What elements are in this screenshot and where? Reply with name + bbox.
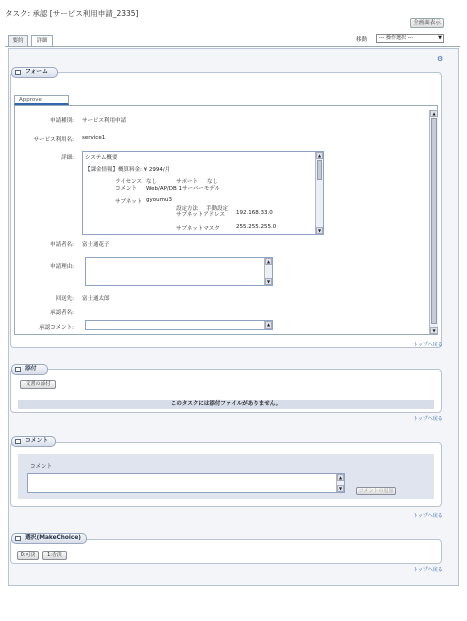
- tab-approve[interactable]: Approve: [14, 95, 69, 105]
- reason-scrollbar[interactable]: [264, 258, 272, 285]
- reason-textarea[interactable]: [85, 257, 273, 286]
- tab-detail[interactable]: 詳細: [31, 35, 53, 47]
- comment-section-header[interactable]: [11, 436, 56, 447]
- approval-comment-textarea[interactable]: [85, 320, 273, 330]
- form-section-header[interactable]: [11, 67, 58, 78]
- page-title: タスク: 承認 [サービス利用申請_2335]: [5, 9, 139, 18]
- detail-line: Web/AP/DB 1サーバーモデル: [146, 186, 220, 192]
- request-type-value: サービス利用申請: [82, 118, 127, 124]
- back-to-top-link[interactable]: トップへ戻る: [413, 513, 443, 519]
- request-type-label: 申請種別:: [50, 118, 74, 124]
- tab-summary[interactable]: 要約: [8, 35, 28, 46]
- form-section-title: フォーム: [25, 69, 48, 75]
- comment-label: コメント: [30, 464, 53, 470]
- detail-line: サポート: [176, 179, 199, 185]
- route-value: 富士通太郎: [82, 296, 110, 302]
- no-attachment-message: このタスクには添付ファイルがありません。: [18, 400, 434, 409]
- chevron-down-icon: ▼: [438, 35, 442, 41]
- detail-line: 設定方法: [176, 206, 199, 212]
- detail-line: サブネット: [115, 199, 143, 205]
- move-label: 移動: [356, 37, 368, 43]
- detail-line: 192.168.33.0: [236, 210, 273, 216]
- detail-line: gyoumu3: [146, 197, 172, 203]
- scroll-down-icon[interactable]: ▼: [430, 327, 438, 334]
- applicant-value: 富士通花子: [82, 242, 110, 248]
- tab-underline: [5, 46, 460, 47]
- back-to-top-link[interactable]: トップへ戻る: [413, 416, 443, 422]
- move-select[interactable]: [376, 34, 444, 43]
- approval-comment-scrollbar[interactable]: [264, 321, 272, 329]
- approver-label: 承認者名:: [50, 310, 74, 316]
- approval-comment-label: 承認コメント:: [39, 325, 74, 331]
- detail-textarea[interactable]: [82, 151, 324, 235]
- detail-scrollbar[interactable]: [315, 152, 323, 234]
- scroll-up-icon[interactable]: ▲: [317, 153, 322, 158]
- scroll-icon[interactable]: ▲: [266, 322, 271, 327]
- settings-icon[interactable]: ⚙: [437, 55, 444, 63]
- detail-line: サブネットアドレス: [176, 212, 225, 218]
- detail-label: 詳細:: [61, 155, 74, 161]
- add-comment-button[interactable]: コメントの追加: [356, 487, 396, 495]
- scroll-thumb[interactable]: [431, 118, 437, 324]
- collapse-icon: [15, 536, 21, 541]
- detail-line: なし: [207, 179, 219, 185]
- detail-line: 手動設定: [206, 206, 229, 212]
- approve-choice-button[interactable]: 0:可決: [17, 551, 39, 560]
- fullscreen-button[interactable]: 全画面表示: [410, 18, 444, 28]
- choice-section-title: 選択(MakeChoice): [25, 535, 81, 541]
- move-select-value: --- 操作選択 ---: [379, 35, 414, 41]
- detail-line: サブネットマスク: [176, 226, 220, 232]
- reject-choice-button[interactable]: 1:否決: [42, 551, 67, 560]
- scroll-up-icon[interactable]: ▲: [430, 110, 438, 117]
- comment-scrollbar[interactable]: [336, 474, 344, 492]
- applicant-label: 申請者名:: [50, 242, 74, 248]
- service-name-value: service1: [82, 135, 106, 141]
- comment-section-title: コメント: [25, 438, 49, 444]
- service-name-label: サービス利用名:: [33, 137, 74, 143]
- scroll-down-icon[interactable]: ▼: [266, 279, 271, 284]
- detail-line: コメント: [115, 186, 138, 192]
- detail-line: ライセンス: [115, 179, 143, 185]
- scroll-up-icon[interactable]: ▲: [266, 259, 271, 264]
- attach-document-button[interactable]: 文書の添付: [20, 380, 56, 389]
- detail-line: なし: [146, 179, 158, 185]
- back-to-top-link[interactable]: トップへ戻る: [413, 567, 443, 573]
- route-label: 回送先:: [55, 296, 74, 302]
- back-to-top-link[interactable]: トップへ戻る: [413, 342, 443, 348]
- choice-section-header[interactable]: [11, 533, 87, 544]
- attach-section-title: 添付: [25, 366, 37, 372]
- scroll-down-icon[interactable]: ▼: [338, 486, 343, 491]
- reason-label: 申請理由:: [50, 264, 74, 270]
- scroll-up-icon[interactable]: ▲: [338, 475, 343, 480]
- collapse-icon: [15, 367, 21, 372]
- form-scrollbar[interactable]: [429, 110, 438, 334]
- detail-line: システム概要: [85, 155, 118, 161]
- detail-line: 【課金情報】概算料金: ¥ 2994/月: [85, 167, 171, 173]
- scroll-down-icon[interactable]: ▼: [317, 228, 322, 233]
- collapse-icon: [15, 439, 21, 444]
- collapse-icon: [15, 70, 21, 75]
- scroll-thumb[interactable]: [317, 160, 322, 180]
- detail-line: 255.255.255.0: [236, 224, 277, 230]
- attach-section-header[interactable]: [11, 364, 48, 375]
- comment-textarea[interactable]: [27, 473, 345, 493]
